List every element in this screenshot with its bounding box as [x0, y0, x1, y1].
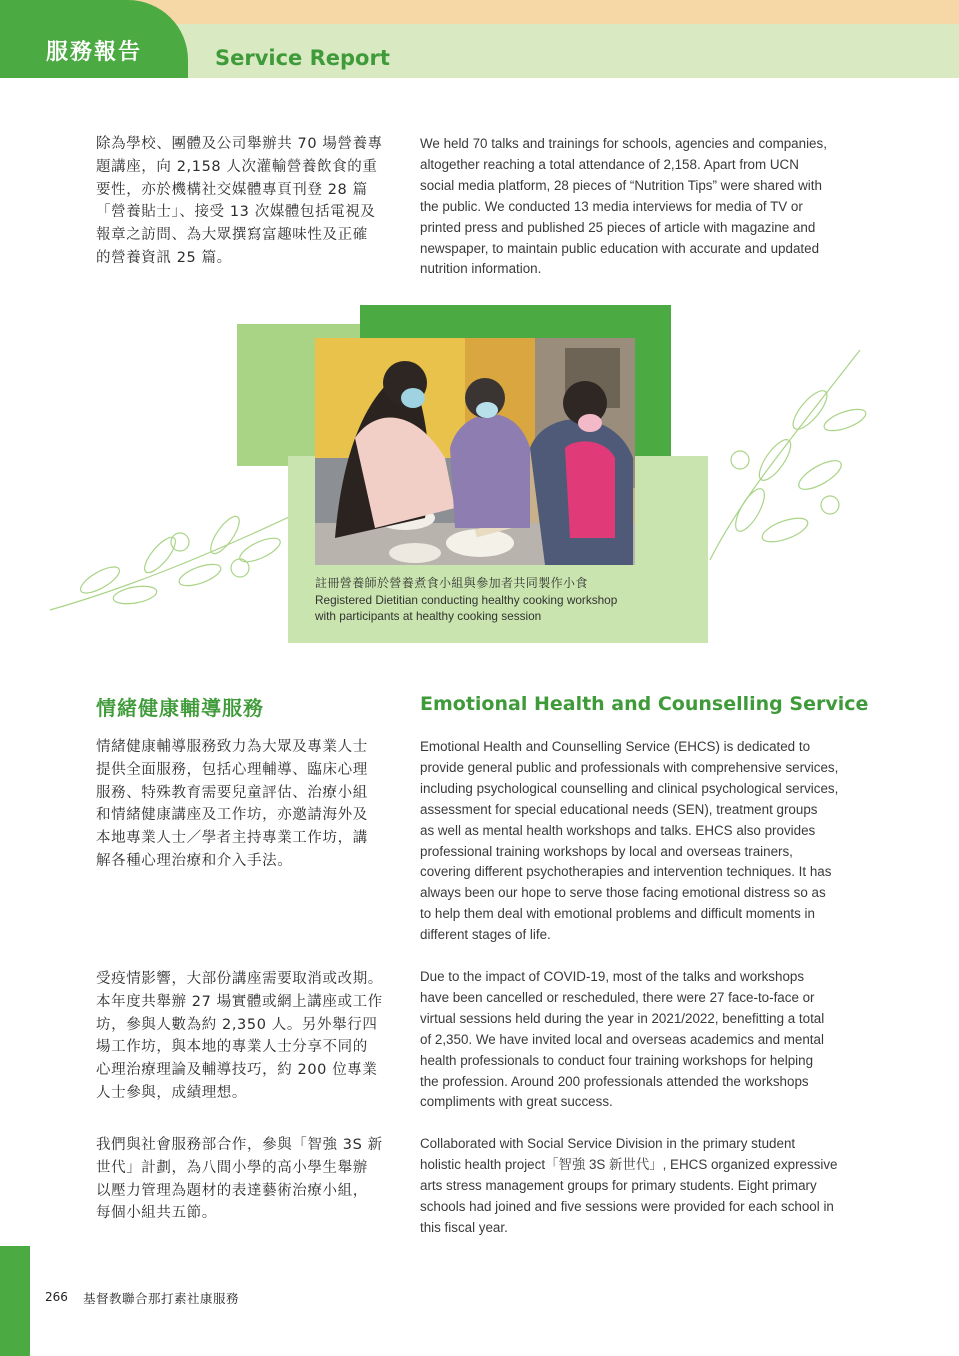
intro-paragraph-en: We held 70 talks and trainings for schools, agencies and companies, altogether reaching a total attendance of 2,158. Apart from UCN social media platform, 28 pieces of “Nutrition Tips” were shared with the public. We conducted 13 media interviews for media of TV or printed press and published 25 pieces of article with magazine and newspaper, to maintain public education with accurate and updated nutrition information. — [420, 136, 827, 277]
section-title-en: Service Report — [215, 46, 390, 70]
photo-caption-cn: 註冊營養師於營養煮食小組與參加者共同製作小食 — [315, 576, 588, 590]
paragraph-en: Emotional Health and Counselling Service (EHCS) is dedicated to provide general public and professionals with comprehensive services, including psychological counselling and clinical psychological services, assessment for special educational needs (SEN), treatment groups as well as mental health workshops and talks. EHCS also provides professional training workshops by local and overseas trainers, covering different psychotherapies and intervention techniques. It has always been our hope to serve those facing emotional distress so as to help them deal with emotional problems and difficult moments in different stages of life. — [420, 739, 839, 943]
paragraph-cn: 我們與社會服務部合作，參與「智強 3S 新 世代」計劃，為八間小學的高小學生舉辦 以壓力管理為題材的表達藝術治療小組， 每個小組共五節。 — [96, 1137, 383, 1222]
section-title-cn: 服務報告 — [46, 40, 143, 65]
footer-org-name: 基督教聯合那打素社康服務 — [83, 1291, 240, 1306]
page-number: 266 — [45, 1290, 68, 1304]
cooking-workshop-photo — [315, 338, 635, 565]
header-tab — [0, 0, 188, 78]
paragraph-en: Due to the impact of COVID-19, most of the talks and workshops have been cancelled or rescheduled, there were 27 face-to-face or virtual sessions held during the year in 2021/2022, benefitting a total of 2,350. We have invited local and overseas academics and mental health professionals to conduct four training workshops for helping the profession. Around 200 professionals attended the workshops compliments with great success. — [420, 969, 825, 1110]
section-heading-en: Emotional Health and Counselling Service — [420, 693, 869, 715]
section-heading-cn: 情緒健康輔導服務 — [96, 696, 264, 720]
photo-caption-en: Registered Dietitian conducting healthy cooking workshop with participants at healthy cooking session — [315, 593, 618, 623]
olive-branch-left-icon — [40, 480, 330, 620]
paragraph-cn: 情緒健康輔導服務致力為大眾及專業人士 提供全面服務，包括心理輔導、臨床心理 服務、特殊教育需要兒童評估、治療小組 和情緒健康講座及工作坊，亦邀請海外及 本地專業人士／學者主持專業工作坊，講 解各種心理治療和介入手法。 — [96, 739, 368, 869]
intro-paragraph-cn: 除為學校、團體及公司舉辦共 70 場營養專 題講座，向 2,158 人次灌輸營養飲食的重 要性，亦於機構社交媒體專頁刊登 28 篇 「營養貼士」、接受 13 次媒體包括電視及 報章之訪問、為大眾撰寫富趣味性及正確 的營養資訊 25 篇。 — [96, 136, 383, 266]
paragraph-en: Collaborated with Social Service Division in the primary student holistic health project「智強 3S 新世代」, EHCS organized expressive arts stress management groups for primary students. Eight primary schools had joined and five sessions were provided for each school in this fiscal year. — [420, 1136, 838, 1235]
paragraph-cn: 受疫情影響，大部份講座需要取消或改期。 本年度共舉辦 27 場實體或網上講座或工作 坊，參與人數為約 2,350 人。另外舉行四 場工作坊，與本地的專業人士分享不同的 心理治療理論及輔導技巧，約 200 位專業 人士參與，成績理想。 — [96, 971, 383, 1101]
olive-branch-right-icon — [680, 340, 870, 570]
footer-bar — [0, 1246, 30, 1356]
